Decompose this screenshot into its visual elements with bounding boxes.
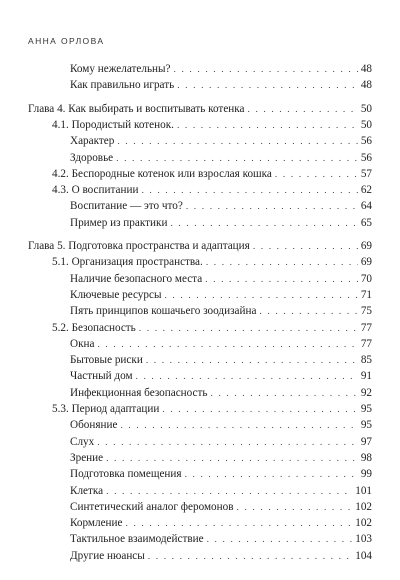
toc-entry-page: 91 xyxy=(360,370,372,383)
toc-entry-page: 104 xyxy=(355,549,372,562)
toc-leader-dots xyxy=(177,119,358,133)
toc-leader-dots xyxy=(207,533,353,547)
toc-entry-page: 95 xyxy=(360,403,372,415)
toc-leader-dots xyxy=(164,289,357,303)
toc-entry xyxy=(70,353,372,368)
toc-entry xyxy=(70,386,372,401)
toc-entry-title: Обоняние xyxy=(70,419,118,432)
toc-entry-page: 69 xyxy=(360,256,372,269)
toc-entry-title: Как правильно играть xyxy=(70,79,175,92)
toc-entry-title: Глава 5. Подготовка пространства и адаптация xyxy=(28,240,250,252)
toc-entry xyxy=(70,199,372,214)
toc-entry-title: Пример из практики xyxy=(70,216,168,229)
toc-entry-page: 62 xyxy=(360,184,372,197)
toc-leader-dots xyxy=(205,273,358,287)
toc-entry xyxy=(70,78,372,93)
toc-leader-dots xyxy=(97,436,358,450)
toc-leader-dots xyxy=(141,184,357,198)
toc-entry-title: 4.1. Породистый котенок. xyxy=(52,118,174,131)
toc-leader-dots xyxy=(206,256,358,270)
toc-entry-title: Слух xyxy=(70,435,95,448)
toc-entry-title: Другие нюансы xyxy=(70,549,145,562)
toc-leader-dots xyxy=(275,168,358,182)
toc-entry-title: Окна xyxy=(70,337,95,350)
toc-leader-dots xyxy=(162,403,357,417)
toc-entry-page: 75 xyxy=(360,305,372,318)
toc-entry-page: 50 xyxy=(360,102,372,115)
toc-entry-page: 103 xyxy=(355,533,372,546)
toc-entry-title: Тактильное взаимодействие xyxy=(70,533,204,546)
toc-entry xyxy=(52,183,372,198)
toc-leader-dots xyxy=(106,452,358,466)
toc-entry xyxy=(70,484,372,499)
toc-leader-dots xyxy=(174,63,358,77)
toc-entry-page: 56 xyxy=(360,151,372,164)
toc-entry-page: 69 xyxy=(360,240,372,252)
toc-leader-dots xyxy=(126,517,353,531)
toc-entry-title: Подготовка помещения xyxy=(70,468,182,481)
toc-entry-page: 102 xyxy=(355,500,372,513)
toc-entry-page: 50 xyxy=(360,118,372,131)
toc-entry-title: Характер xyxy=(70,135,115,148)
toc-entry-title: Клетка xyxy=(70,484,104,497)
toc-leader-dots xyxy=(211,387,358,401)
toc-entry-page: 92 xyxy=(360,386,372,399)
toc-entry xyxy=(70,451,372,466)
toc-entry-page: 56 xyxy=(360,135,372,148)
toc-entry-page: 98 xyxy=(360,451,372,464)
toc-entry xyxy=(70,467,372,482)
toc-entry-title: 5.1. Организация пространства. xyxy=(52,256,203,269)
toc-leader-dots xyxy=(185,468,358,482)
toc-entry-page: 77 xyxy=(360,321,372,334)
toc-entry xyxy=(70,272,372,287)
toc-entry-title: Кому нежелательны? xyxy=(70,63,171,75)
toc-leader-dots xyxy=(170,217,357,231)
toc-entry xyxy=(70,369,372,384)
toc-entry-title: Глава 4. Как выбирать и воспитывать котенка xyxy=(28,102,245,115)
toc-leader-dots xyxy=(97,338,357,352)
toc-entry-title: Кормление xyxy=(70,517,123,530)
toc-entry-page: 99 xyxy=(360,468,372,481)
toc-entry xyxy=(28,102,372,117)
toc-leader-dots xyxy=(139,322,358,336)
toc-entry-title: Инфекционная безопасность xyxy=(70,386,208,399)
toc-entry xyxy=(70,435,372,450)
toc-entry xyxy=(52,402,372,417)
toc-entry xyxy=(52,118,372,133)
toc-leader-dots xyxy=(106,485,352,499)
toc-entry-title: Наличие безопасного места xyxy=(70,272,203,285)
toc-entry-page: 95 xyxy=(360,419,372,432)
toc-entry-title: Частный дом xyxy=(70,370,133,383)
toc-entry-title: 4.3. О воспитании xyxy=(52,184,139,197)
toc-leader-dots xyxy=(248,103,358,117)
toc-entry-title: 5.2. Безопасность xyxy=(52,321,136,334)
toc-leader-dots xyxy=(148,550,352,564)
toc-entry-page: 57 xyxy=(360,167,372,180)
toc-leader-dots xyxy=(259,305,357,319)
toc-entry-title: Зрение xyxy=(70,451,104,464)
toc-entry xyxy=(70,304,372,319)
toc-entry-page: 71 xyxy=(360,288,372,301)
toc-entry xyxy=(52,321,372,336)
toc-entry-title: 4.2. Беспородные котенок или взрослая кошка xyxy=(52,167,272,180)
toc-leader-dots xyxy=(116,152,358,166)
toc-leader-dots xyxy=(253,240,358,254)
toc-entry-page: 77 xyxy=(360,337,372,350)
toc-entry xyxy=(70,216,372,231)
toc-entry xyxy=(70,151,372,166)
toc-entry-page: 65 xyxy=(360,216,372,229)
toc-entry xyxy=(70,337,372,352)
toc-entry-page: 101 xyxy=(355,484,372,497)
toc-entry xyxy=(70,516,372,531)
toc-entry xyxy=(70,532,372,547)
toc-entry xyxy=(70,418,372,433)
toc-entry xyxy=(70,500,372,515)
toc-entry-page: 97 xyxy=(360,435,372,448)
toc-leader-dots xyxy=(146,354,358,368)
toc-entry-title: Бытовые риски xyxy=(70,354,143,367)
toc-entry xyxy=(70,288,372,303)
toc-entry xyxy=(70,134,372,149)
toc-entry-page: 48 xyxy=(360,63,372,75)
toc-leader-dots xyxy=(117,135,357,149)
toc-entry-title: 5.3. Период адаптации xyxy=(52,403,160,415)
toc-entry-title: Воспитание — это что? xyxy=(70,200,183,213)
toc-entry-title: Здоровье xyxy=(70,151,114,164)
toc-leader-dots xyxy=(136,370,358,384)
toc-leader-dots xyxy=(120,419,357,433)
running-header-author: АННА ОРЛОВА xyxy=(28,36,105,46)
toc-entry-title: Синтетический аналог феромонов xyxy=(70,500,234,513)
toc-leader-dots xyxy=(237,501,353,515)
toc-leader-dots xyxy=(177,79,358,93)
toc-entry-page: 64 xyxy=(360,200,372,213)
toc-entry-title: Ключевые ресурсы xyxy=(70,288,162,301)
toc-entry xyxy=(70,62,372,77)
toc-entry xyxy=(70,549,372,564)
toc-entry xyxy=(28,239,372,254)
toc-entry-page: 48 xyxy=(360,79,372,92)
toc-entry xyxy=(52,167,372,182)
toc-leader-dots xyxy=(186,200,358,214)
toc-entry xyxy=(52,255,372,270)
toc-entry-page: 85 xyxy=(360,354,372,367)
toc-entry-title: Пять принципов кошачьего зоодизайна xyxy=(70,305,257,318)
toc-entry-page: 102 xyxy=(355,517,372,530)
toc-entry-page: 70 xyxy=(360,272,372,285)
